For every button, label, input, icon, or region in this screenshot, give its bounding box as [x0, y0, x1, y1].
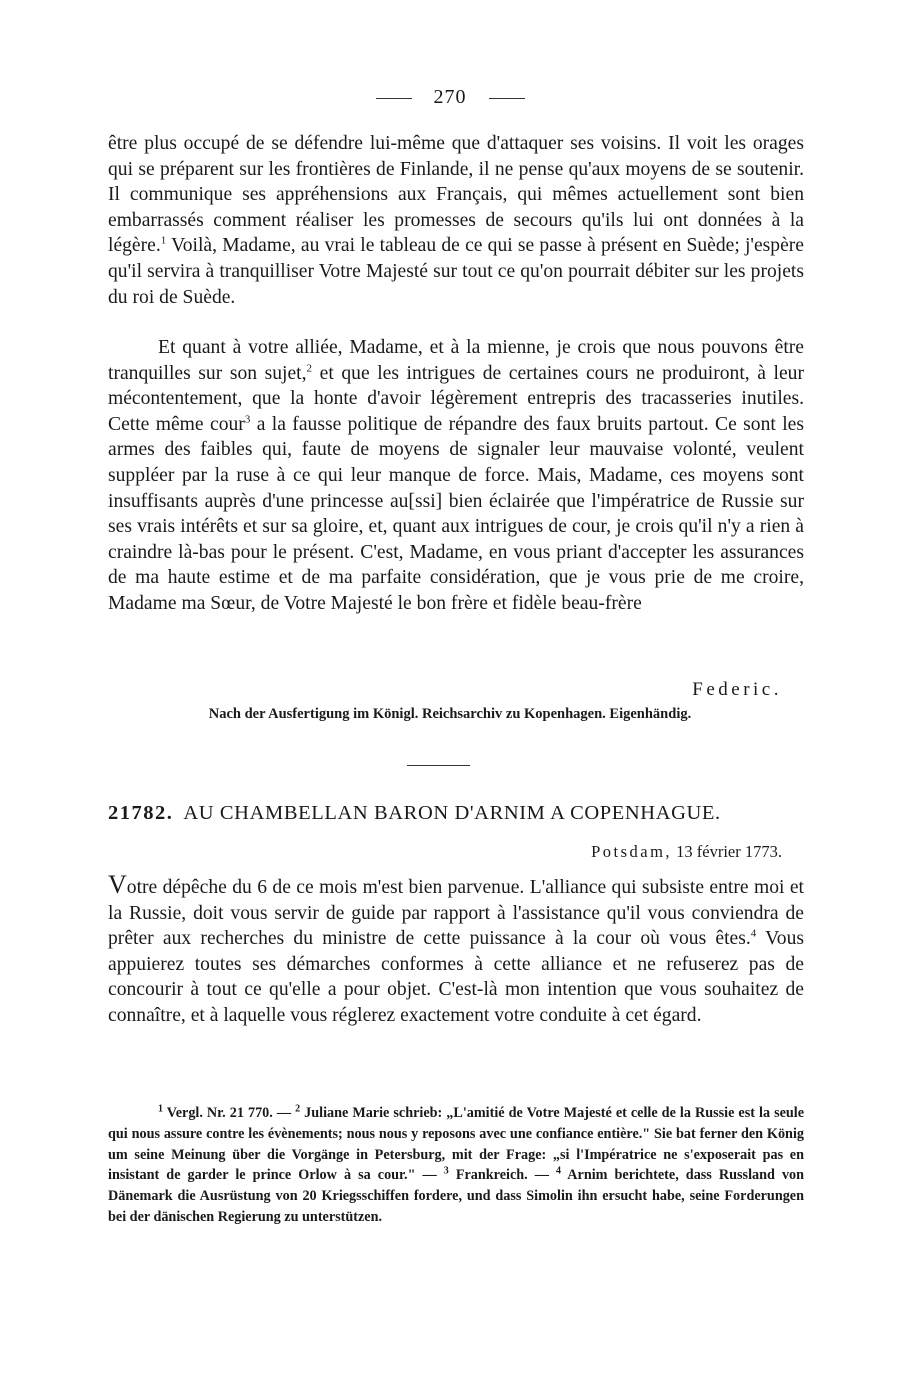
- footnote-mark: 1: [158, 1103, 163, 1115]
- page-number-dash-left: [376, 98, 412, 99]
- paragraph-text: a la fausse politique de répandre des faux bruits partout. Ce sont les armes des faibles qui, faute de moyens de signaler leur mauvaise volonté, veulent suppléer par la ruse à ce qui leur manque de force. Mais, Madame, ces moyens sont insuffisants auprès d'une princesse au[ssi] bien éclairée que l'impératrice de Russie sur ses vrais intérêts et sur sa gloire, et, quant aux intrigues de cour, je crois qu'il n'y a rien à craindre là-bas pour le présent. C'est, Madame, en vous priant d'accepter les assurances de ma haute estime et de ma parfaite considération, que je vous prie de me croire, Madame ma Sœur, de Votre Majesté le bon frère et fidèle beau-frère: [108, 413, 804, 614]
- footnotes: [108, 1103, 804, 1228]
- footnote-text: Juliane Marie schrieb: „L'amitié de Votre Majesté et celle de la Russie est la seule qui nous assure contre les évènements; nous nous y reposons avec une confiance entière." Sie bat ferner den König um seine Meinung über die Vorgänge in Petersburg, mit der Frage: „si l'Impératrice ne s'exposerait pas en insistant de garder le prince Orlow à sa cour." —: [108, 1105, 805, 1184]
- paragraph-text: être plus occupé de se défendre lui-même que d'attaquer ses voisins. Il voit les orages qui se préparent sur les frontières de Finlande, il ne pense qu'aux moyens de se soutenir. Il communique ses appréhensions aux Français, qui mêmes actuellement sont bien embarrassés comment réaliser les promesses de secours qu'ils lui ont données à la légère.: [108, 133, 804, 257]
- letter-number: 21782.: [108, 802, 174, 824]
- paragraph-text: otre dépêche du 6 de ce mois m'est bien parvenue. L'alliance qui subsiste entre moi et la Russie, doit vous servir de guide par rapport à l'assistance qu'il vous conviendra de prêter aux recherches du ministre de cette puissance à la cour où vous êtes.: [108, 877, 804, 950]
- paragraph-text: Voilà, Madame, au vrai le tableau de ce qui se passe à présent en Suède; j'espère qu'il servira à tranquilliser Votre Majesté sur tout ce qu'on pourrait débiter sur les projets du roi de Suède.: [108, 235, 805, 308]
- footnote-mark: 4: [556, 1165, 562, 1177]
- footnote-ref: 1: [160, 234, 167, 247]
- footnote-text: Vergl. Nr. 21 770. —: [166, 1105, 292, 1121]
- letter-title: AU CHAMBELLAN BARON D'ARNIM A COPENHAGUE.: [183, 802, 721, 824]
- page-number: [0, 86, 900, 109]
- paragraph-text: et que les intrigues de certaines cours ne produiront, à leur mécontentement, que la honte d'avoir légèrement entrepris des tracasseries inutiles. Cette même cour: [108, 362, 805, 435]
- footnote-ref: 2: [306, 362, 313, 375]
- footnote-ref: 4: [750, 927, 757, 940]
- signature: Federic.: [692, 679, 782, 700]
- page-number-dash-right: [489, 98, 525, 99]
- footnote-mark: 2: [295, 1103, 301, 1115]
- source-note: Nach der Ausfertigung im Königl. Reichsarchiv zu Kopenhagen. Eigenhändig.: [208, 706, 692, 722]
- letter-closing-paragraph: [108, 335, 804, 617]
- initial-letter: V: [108, 870, 127, 899]
- paragraph-text: Vous appuierez toutes ses démarches conformes à cette alliance et ne refuserez pas de concourir à tout ce qu'elle a pour objet. C'est-là mon intention que vous souhaitez de connaître, et à laquelle vous réglerez exactement votre conduite à cet égard.: [108, 928, 804, 1026]
- footnote-ref: 3: [244, 413, 251, 426]
- dateline-place: Potsdam,: [591, 842, 673, 861]
- letter-body-paragraph: [108, 872, 804, 1029]
- footnote-text: Frankreich. —: [455, 1167, 549, 1184]
- letter-continuation-paragraph: [108, 131, 804, 310]
- dateline: [591, 842, 782, 862]
- paragraph-text: Et quant à votre alliée, Madame, et à la mienne, je crois que nous pouvons être tranquilles sur son sujet,: [108, 337, 804, 384]
- letter-heading: [108, 802, 804, 825]
- footnote-text: Arnim berichtete, dass Russland von Dänemark die Ausrüstung von 20 Kriegsschiffen fordere, und dass Simolin ihn ersucht habe, seine Forderungen bei der dänischen Regierung zu unterstützen.: [108, 1167, 805, 1225]
- page-number-text: 270: [433, 86, 467, 108]
- footnote-mark: 3: [443, 1165, 449, 1177]
- dateline-date: 13 février 1773.: [676, 842, 782, 861]
- section-divider: [407, 765, 470, 766]
